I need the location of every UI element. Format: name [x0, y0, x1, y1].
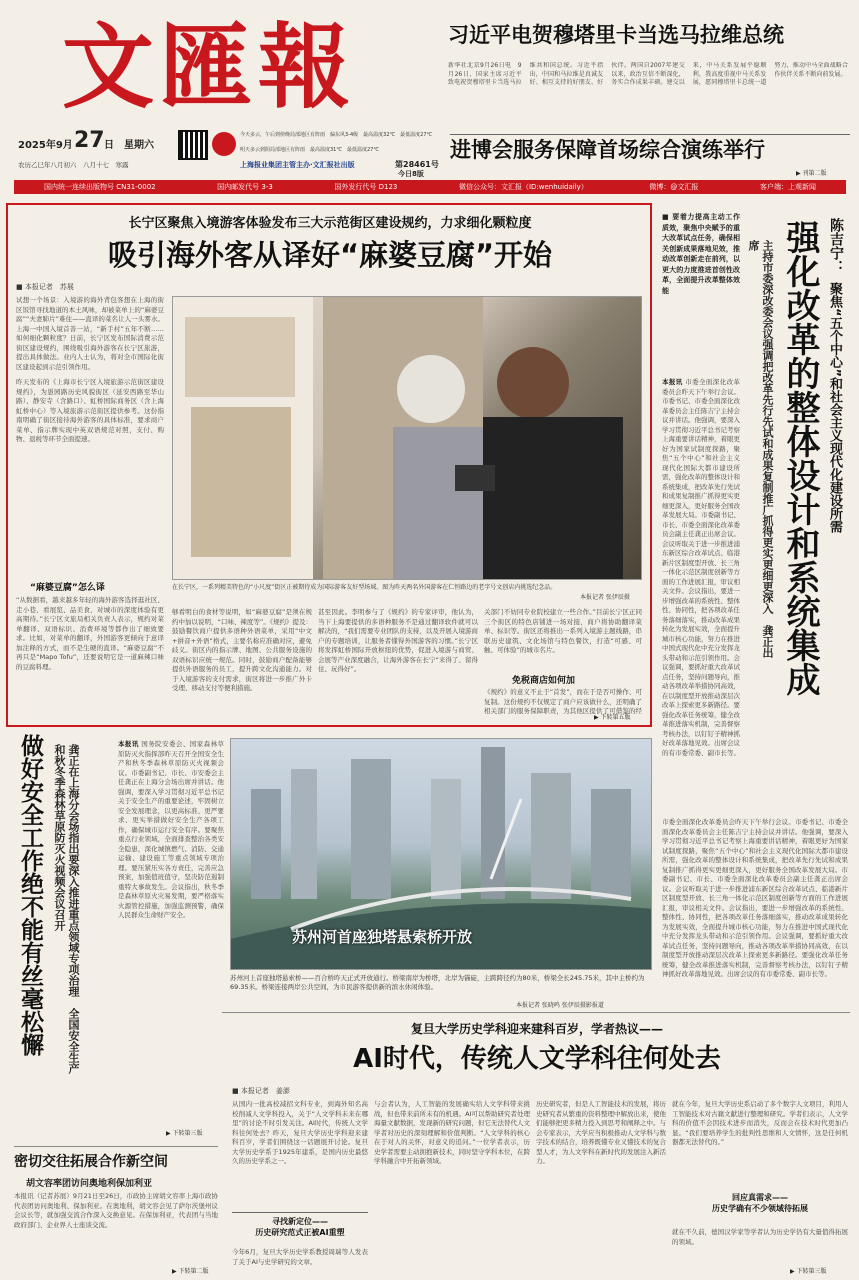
- side-subhead: 主持市委深改委会议强调把改革先行先试和成果复制推广抓得更实更细更深入 龚正出席: [747, 240, 774, 658]
- weather-today: 今天多云，午后到傍晚局部地区有阵雨 偏东风3-4级 最高温度32℃ 最低温度27℃: [240, 132, 433, 138]
- top-story-headline[interactable]: 习近平电贺穆塔里卡当选马拉维总统: [448, 22, 784, 47]
- feature-box2-body: 就在不久前，德国汉学家等学者认为历史学仍有大量值得拓展的领域。: [672, 1228, 848, 1246]
- publisher-line: 上海报业集团主管主办·文汇报社出版: [240, 161, 355, 169]
- left-body-text: 国务院安委会、国家森林草原防灭火指挥部昨天召开全国安全生产和秋冬季森林草原防灭火视频会议。市委副书记、市长、市安委会主任龚正在上海分会场出席并讲话。他强调，要深入学习贯彻习近平总书记关于安全生产的重要论述，牢固树立安全发展理念，以更高标准、更严要求、更实举措做好安全生产各项工作，确保城市运行安全有序。要聚焦重点行业领域，全面排查整治各类安全隐患，深化城镇燃气、消防、交通运输、建设施工等重点领域专项治理。要压紧压实各方责任，完善应急预案，加强值班值守，坚决防范遏制重特大事故发生。会议指出，秋冬季是森林草原火灾易发期，要严格落实火源管控措施，加强监测预警，确保人民群众生命财产安全。: [118, 740, 224, 919]
- feature-box1-sub: 历史研究范式正被AI重塑: [255, 1228, 345, 1237]
- feature-box1-title: 寻找新定位——: [272, 1217, 328, 1226]
- side-headline-main[interactable]: 强化改革的整体设计和系统集成: [780, 220, 820, 696]
- lead-body-6: 关部门不妨同专业院校建立一些合作。”目前长宁区正同三个街区的特色店铺进一场对接，商户将协助翻译菜单、标识等。街区还将推出一系列入境游主题线路，串联历史建筑、文化场馆与特色餐饮，打造“可感、可触、可体验”的城市名片。: [484, 608, 642, 654]
- top-story2-more[interactable]: ▶ 刊第二版: [796, 170, 827, 177]
- feature-box-1: [232, 1212, 368, 1246]
- bottom-left-rule: [14, 1146, 218, 1147]
- feature-continue[interactable]: ▶ 下转第三版: [790, 1268, 827, 1275]
- feature-body-3: 历史研究者，但是人工智能技术的发展，将历史研究者从繁重的资料整理中解放出来，使他们能够把更多精力投入到思考和阐释之中。与会专家表示，大学应当积极推动人文学科与数字技术的结合，培养既懂专业又懂技术的复合型人才，为人文学科在新时代的发展注入新活力。: [536, 1100, 666, 1165]
- feature-headline[interactable]: AI时代，传统人文学科往何处去: [353, 1044, 721, 1074]
- lead-photo-caption: 在长宁区，一系列精美特色的“小尺度”街区正被期待成为国际游客友好型场域。图为昨天两名外国游客在仁恒路边的老字号文创店内挑选纪念品。: [172, 584, 557, 591]
- feature-body-4: 就在今年，复旦大学历史系启动了多个数字人文项目，利用人工智能技术对古籍文献进行整理和研究。学者们表示，人文学科的价值不会因技术进步而消失，反而会在技术时代更加凸显。“我们要培养学生的批判性思维和人文情怀，这是任何机器都无法替代的。”: [672, 1100, 848, 1146]
- lead-byline: ■ 本报记者 苏展: [16, 283, 74, 291]
- feature-box-2: [672, 1192, 848, 1226]
- suzhou-credit: 本报记者 张晓鸣 张伊辰摄影报道: [516, 1002, 604, 1009]
- date-weekday: 日 星期六: [104, 140, 154, 151]
- side-body: [662, 378, 740, 806]
- date-day: 27: [74, 128, 105, 153]
- side-summary: ■ 要着力提高主动工作质效，聚焦中央赋予的重大改革试点任务，确保相关创新成果落地见效，推动改革创新走在前列，以更大的力度推进首创性改革，全面提升改革整体效能: [662, 213, 740, 295]
- bottom-left-body: 本报讯（记者苏展）9月21日至26日，市政协主席胡文容率上海市政协代表团访问奥地利、保加利亚。在奥地利，胡文容会见了萨尔茨堡州议会议长等，就加强交流合作深入交换意见。在保加利亚，代表团与当地政府部门、企业界人士座谈交流。: [14, 1192, 218, 1229]
- side-body-text: 市委全面深化改革委员会昨天下午举行会议。市委书记、市委全面深化改革委员会主任陈吉宁主持会议并讲话。他强调，要深入学习贯彻习近平总书记考察上海重要讲话精神，着眼更好为国家试制度探路，聚焦“五个中心”和社会主义现代化国际大都市建设所需，强化改革的整体设计和系统集成，把改革先行先试和成果复制推广抓得更实更细更深入，更好服务全国改革发展大局。市委副书记、市长、市委全面深化改革委员会副主任龚正出席会议。会议听取关于进一步推进浦东新区综合改革试点、临港新片区制度型开放、长三角一体化示范区制度创新等方面的工作进展汇报，审议相关文件。会议指出，要进一步增强改革的系统性、整体性、协同性，把各项改革任务落细落实，推动改革成果转化为发展实效，全面提升城市核心功能，努力在推进中国式现代化中充分发挥龙头带动和示范引领作用。会议强调，要抓好重大改革试点任务，坚持问题导向，推动各项改革举措协同高效，在以制度型开放推动深层次改革上探索更多新路径。要强化改革任务统筹，健全改革推进落实机制，完善督察考核办法，以钉钉子精神抓好改革落地见效。出席会议的有市委常委、副市长等。: [662, 378, 740, 757]
- top-story-body: 新华社北京9月26日电 9月26日，国家主席习近平致电祝贺穆塔里卡当选马拉维共和国总统。习近平指出，中国和马拉维是真诚友好、相互支持的好朋友、好伙伴。两国自2007年建交以来，政治互信不断深化，务实合作成果丰硕。建交以来，中马关系发展平稳顺利，我高度重视中马关系发展，愿同穆塔里卡总统一道努力，推动中马全面战略合作伙伴关系不断向前发展。: [448, 62, 848, 87]
- suzhou-caption: 苏州河上首座独塔悬索桥——百合桥昨天正式开放通行。桥梁南岸为桥塔，北岸为锚碇，主跨跨径约为80米，桥梁全长245.75米，其中主桥约为69.35米。桥梁连接两岸公共空间，为市民游客提供新的滨水休闲体验。: [230, 974, 645, 991]
- lead-subhead-2: 免税商店如何加: [512, 676, 576, 686]
- info-weibo[interactable]: 微博：@文汇报: [649, 183, 699, 191]
- lead-continue[interactable]: ▶ 下转第五版: [594, 714, 631, 721]
- lead-body-4: 够看明白的食材等说明，如“麻婆豆腐”是须在规约中加以说明，“口味、辣度等”。《规约》提及：鼓励餐饮商户提供多语种外语菜单，采用“中文+拼音+外语”格式，主要名称应准确对应，避免歧义。街区内的指示牌、地图、公共服务设施的双语标识应统一规范。同时，鼓励商户配备能够提供外语服务的员工，提升跨文化沟通能力。对于入境游客的支付需求，街区将进一步推广外卡受理、移动支付等便利措施。: [172, 608, 312, 692]
- info-post: 国内邮发代号 3-3: [217, 183, 273, 191]
- bottom-left-continue[interactable]: ▶ 下转第二版: [172, 1268, 209, 1275]
- feature-box1-body: 今年6月，复旦大学历史学系教授周瑞等人发表了关于AI与史学研究的文章。: [232, 1248, 368, 1266]
- issue-number: 第28461号: [395, 160, 439, 169]
- lead-photo-art: [173, 297, 642, 580]
- lead-body-3: “从数据看，越来越多年轻的海外游客选择逛社区、走小巷、看展览、品美食，对城市的深度体验有更高期待。”长宁区文旅局相关负责人表示，规约对菜单翻译、双语标识、消费环境等都作出了细致要求。比如，对菜单的翻译，外国游客更倾向于意译加注释的方式，而不是生硬的直译。“麻婆豆腐”不再只是“Mapo Tofu”，还要说明它是一道麻辣口味的豆腐料理。: [16, 596, 164, 671]
- lead-photo-credit: 本报记者 张伊辰摄: [580, 594, 630, 601]
- feature-box2-title: 回应真需求——: [732, 1193, 788, 1202]
- wh-emblem: [212, 132, 236, 156]
- lead-subhead-1: “麻婆豆腐”怎么译: [30, 583, 105, 593]
- feature-box2-sub: 历史学确有不少领域待拓展: [712, 1204, 808, 1213]
- feature-byline: ■ 本报记者 姜澎: [232, 1087, 290, 1095]
- feature-body-2: 与会者认为，人工智能的发展确实给人文学科带来挑战，但也带来前所未有的机遇。AI可以帮助研究者处理海量文献数据，发现新的研究问题，但它无法替代人文学者对历史的深刻理解和价值判断。“人文学科的核心在于对人的关怀，对意义的追问。”一位学者表示，历史学者需要主动拥抱新技术，同时坚守学科本位，在跨学科融合中开拓新领域。: [374, 1100, 530, 1165]
- page-count: 今日8版: [398, 170, 424, 178]
- side-byline: 本报讯: [662, 378, 683, 386]
- lead-body-5: 甚至因此。李明参与了《规约》的专家评审，他认为，当下上海要提供的多语种服务不是通过翻译软件就可以解决的，“我们需要专业团队的支持，以及开展入境游商户的专题培训，让服务者懂得外国游客的习惯。”长宁区将发挥虹桥国际开放枢纽的优势，促进入境游与商贸、会展等产业深度融合，让海外游客在长宁“来得了、留得住、玩得好”。: [318, 608, 478, 673]
- left-byline: 本报讯: [118, 740, 139, 748]
- side-headline-sub: 聚焦“五个中心”和社会主义现代化建设所需: [827, 282, 842, 534]
- bottom-left-subhead: 胡文容率团访问奥地利保加利亚: [26, 1179, 153, 1189]
- left-body: [118, 740, 224, 1080]
- lead-body-1: 试想一个场景：入境游的海外背包客想在上海的街区饭馆寻找地道的本土风味，却被菜单上的“麻婆豆腐”“夫妻肺片”难住——直译的菜名让人一头雾水。上海一中国入境首善一站，“新手村”五年不断……如何细化颗粒度？日前，长宁区发布国际消费示范街区建设规约，围绕吸引海外游客在长宁区旅游，提出具体做法。业内人士认为，将对全市国际化街区建设起到示范引领作用。: [16, 296, 164, 371]
- suzhou-title[interactable]: 苏州河首座独塔悬索桥开放: [292, 928, 473, 946]
- side-headline-label: 陈吉宁：: [828, 218, 844, 274]
- info-bar: [14, 180, 846, 194]
- lead-photo: [172, 296, 642, 580]
- side-body-lower: 市委全面深化改革委员会昨天下午举行会议。市委书记、市委全面深化改革委员会主任陈吉宁主持会议并讲话。他强调，要深入学习贯彻习近平总书记考察上海重要讲话精神，着眼更好为国家试制度探路，聚焦“五个中心”和社会主义现代化国际大都市建设所需，强化改革的整体设计和系统集成，把改革先行先试和成果复制推广抓得更实更细更深入，更好服务全国改革发展大局。市委副书记、市长、市委全面深化改革委员会副主任龚正出席会议。会议听取关于进一步推进浦东新区综合改革试点、临港新片区制度型开放、长三角一体化示范区制度创新等方面的工作进展汇报，审议相关文件。会议指出，要进一步增强改革的系统性、整体性、协同性，把各项改革任务落细落实，推动改革成果转化为发展实效，全面提升城市核心功能，努力在推进中国式现代化中充分发挥龙头带动和示范引领作用。会议强调，要抓好重大改革试点任务，坚持问题导向，推动各项改革举措协同高效，在以制度型开放推动深层次改革上探索更多新路径。要强化改革任务统筹，健全改革推进落实机制，完善督察考核办法，以钉钉子精神抓好改革落地见效。出席会议的有市委常委、副市长等。: [662, 818, 848, 978]
- qr-code: [178, 130, 208, 160]
- feature-body-1: 从国内一批高校减招文科专业，到海外知名高校削减人文学科投入，关于“人文学科未来在哪里”的讨论不时引发关注。AI时代，传统人文学科往何处去？昨天，复旦大学历史学科迎来建科百岁，学者们围绕这一话题展开讨论。复旦大学历史学系于1925年建系，是国内历史最悠久的历史学系之一。: [232, 1100, 368, 1165]
- lead-body-2: 昨天发布的《上海市长宁区入境旅游示范街区建设规约》，为愚园路历史风貌街区（延安西路至华山路）、静安寺（含路口）、虹桥国际商务区（含上海虹桥中心）等入境旅游示范街区提供参考。这份指南明确了街区接待海外游客的具体标准，要求商户菜单、指示牌实现中英双语规范对照，支付、购物、退税等环节全面提速。: [16, 378, 164, 443]
- info-app[interactable]: 客户端：上观新闻: [759, 183, 816, 191]
- bottom-left-headline[interactable]: 密切交往拓展合作新空间: [14, 1154, 168, 1170]
- left-subhead: 龚正在上海分会场指出要深入推进重点领域专项治理 全国安全生产和秋冬季森林草原防灭火视频会议召开: [53, 744, 80, 1074]
- left-continue[interactable]: ▶ 下转第三版: [166, 1130, 203, 1137]
- feature-kicker: 复旦大学历史学科迎来建科百岁，学者热议——: [410, 1022, 663, 1036]
- info-foreign: 国外发行代号 D123: [334, 183, 398, 191]
- lead-kicker: 长宁区聚焦入境游客体验发布三大示范街区建设规约，力求细化颗粒度: [128, 216, 532, 231]
- newspaper-logo: 文匯報: [62, 13, 357, 121]
- info-wechat[interactable]: 微信公众号：文汇报（ID:wenhuidaily）: [458, 183, 588, 191]
- info-cn: 国内统一连续出版物号 CN31-0002: [44, 183, 156, 191]
- lead-headline[interactable]: 吸引海外客从译好“麻婆豆腐”开始: [107, 238, 553, 272]
- top-story2-headline[interactable]: 进博会服务保障首场综合演练举行: [450, 134, 850, 163]
- left-headline[interactable]: 做好安全工作绝不能有丝毫松懈: [17, 734, 44, 1056]
- lead-body-7: 《规约》的意义不止于“首发”，而在于是否可操作、可复制。这份规约不仅规定了商户应该做什么，还明确了相关部门的服务保障职责，为其他区提供了可借鉴的经: [484, 688, 642, 715]
- weather-tomorrow: 明天多云到阴局部地区有阵雨 最高温度31℃ 最低温度27℃: [240, 147, 379, 153]
- feature-rule: [222, 1012, 850, 1013]
- lunar-date: 农历乙巳年八月初六 八月十七 寒露: [18, 161, 129, 169]
- date-year: 2025年9月: [18, 140, 73, 151]
